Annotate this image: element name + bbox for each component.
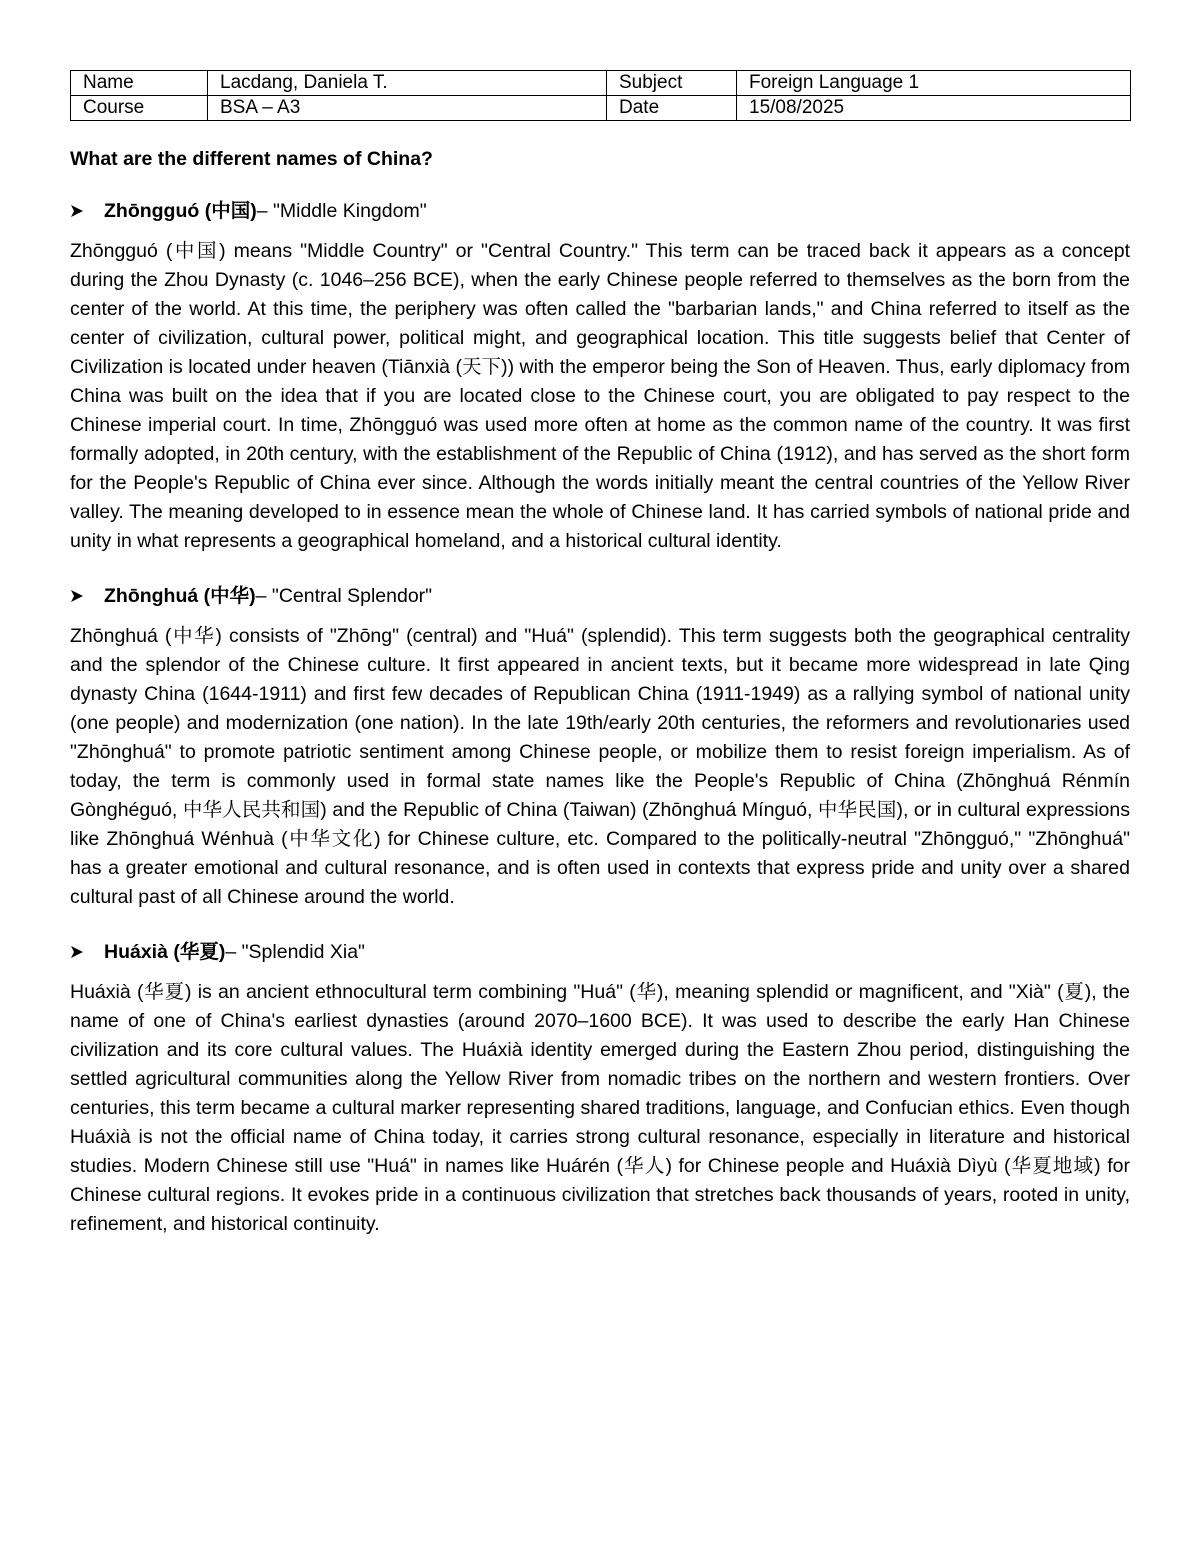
arrow-bullet-icon	[70, 589, 104, 603]
subject-value: Foreign Language 1	[737, 71, 1131, 96]
course-value: BSA – A3	[208, 96, 607, 121]
section-term: Zhōngguó (中国)	[104, 200, 257, 222]
question-heading: What are the different names of China?	[70, 148, 433, 170]
section-heading-zhongguo	[70, 199, 1130, 223]
document-page	[70, 70, 1130, 1239]
section-gloss: – "Splendid Xia"	[225, 941, 365, 963]
date-label: Date	[607, 96, 737, 121]
name-label: Name	[71, 71, 208, 96]
date-value: 15/08/2025	[737, 96, 1131, 121]
info-row-1	[71, 71, 1131, 96]
section-gloss: – "Central Splendor"	[255, 585, 433, 607]
info-table	[70, 70, 1131, 121]
section-gloss: – "Middle Kingdom"	[256, 200, 427, 222]
section-heading-huaxia	[70, 940, 1130, 964]
arrow-bullet-icon	[70, 945, 104, 959]
arrow-bullet-icon	[70, 204, 104, 218]
section-term: Zhōnghuá (中华)	[104, 585, 256, 607]
section-body-zhongguo: Zhōngguó (中国) means "Middle Country" or "Central Country." This term can be traced back it appears as a concept during the Zhou Dynasty (c. 1046–256 BCE), when the early Chinese people referred to themselves as the born from the center of the world. At this time, the periphery was often called the "barbarian lands," and China referred to itself as the center of civilization, cultural power, political might, and geographical location. This title suggests belief that Center of Civilization is located under heaven (Tiānxià (天下)) with the emperor being the Son of Heaven. Thus, early diplomacy from China was built on the idea that if you are located close to the Chinese court, you are obligated to pay respect to the Chinese imperial court. In time, Zhōngguó was used more often at home as the common name of the country. It was first formally adopted, in 20th century, with the establishment of the Republic of China (1912), and has served as the short form for the People's Republic of China ever since. Although the words initially meant the central countries of the Yellow River valley. The meaning developed to in essence mean the whole of Chinese land. It has carried symbols of national pride and unity in what represents a geographical homeland, and a historical cultural identity.	[70, 240, 1130, 552]
course-label: Course	[71, 96, 208, 121]
name-value: Lacdang, Daniela T.	[208, 71, 607, 96]
info-row-2	[71, 96, 1131, 121]
section-body-zhonghua: Zhōnghuá (中华) consists of "Zhōng" (central) and "Huá" (splendid). This term suggests both the geographical centrality and the splendor of the Chinese culture. It first appeared in ancient texts, but it became more widespread in late Qing dynasty China (1644-1911) and first few decades of Republican China (1911-1949) as a rallying symbol of national unity (one people) and modernization (one nation). In the late 19th/early 20th centuries, the reformers and revolutionaries used "Zhōnghuá" to promote patriotic sentiment among Chinese people, or mobilize them to resist foreign imperialism. As of today, the term is commonly used in formal state names like the People's Republic of China (Zhōnghuá Rénmín Gònghéguó, 中华人民共和国) and the Republic of China (Taiwan) (Zhōnghuá Mínguó, 中华民国), or in cultural expressions like Zhōnghuá Wénhuà (中华文化) for Chinese culture, etc. Compared to the politically-neutral "Zhōngguó," "Zhōnghuá" has a greater emotional and cultural resonance, and is often used in contexts that express pride and unity over a shared cultural past of all Chinese around the world.	[70, 625, 1130, 908]
section-term: Huáxià (华夏)	[104, 941, 226, 963]
section-heading-zhonghua	[70, 584, 1130, 608]
subject-label: Subject	[607, 71, 737, 96]
section-body-huaxia: Huáxià (华夏) is an ancient ethnocultural term combining "Huá" (华), meaning splendid or magnificent, and "Xià" (夏), the name of one of China's earliest dynasties (around 2070–1600 BCE). It was used to describe the early Han Chinese civilization and its core cultural values. The Huáxià identity emerged during the Eastern Zhou period, distinguishing the settled agricultural communities along the Yellow River from nomadic tribes on the northern and western frontiers. Over centuries, this term became a cultural marker representing shared traditions, language, and Confucian ethics. Even though Huáxià is not the official name of China today, it carries strong cultural resonance, especially in literature and historical studies. Modern Chinese still use "Huá" in names like Huárén (华人) for Chinese people and Huáxià Dìyù (华夏地域) for Chinese cultural regions. It evokes pride in a continuous civilization that stretches back thousands of years, rooted in unity, refinement, and historical continuity.	[70, 981, 1130, 1235]
